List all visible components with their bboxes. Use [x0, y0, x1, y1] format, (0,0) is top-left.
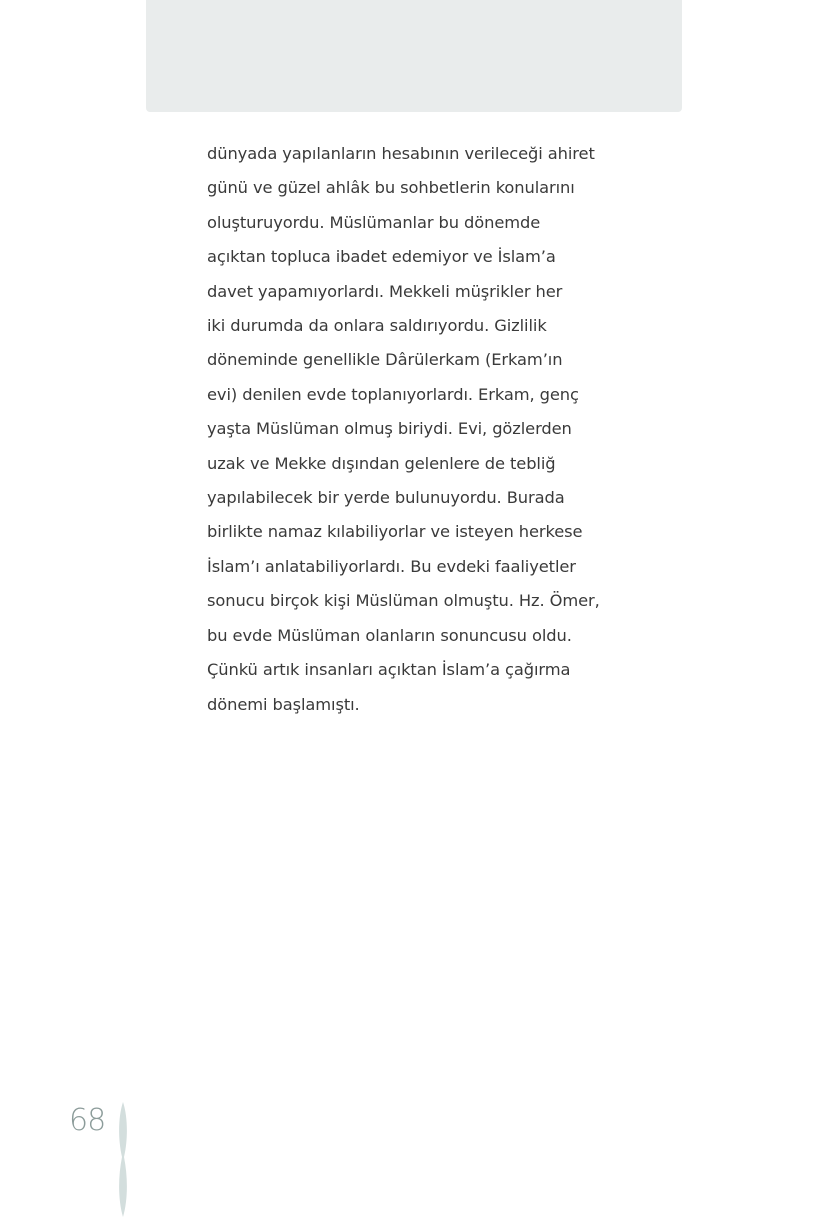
- text-line: dönemi başlamıştı.: [207, 694, 360, 714]
- text-line: oluşturuyordu. Müslümanlar bu dönemde: [207, 212, 541, 232]
- text-line: yaşta Müslüman olmuş biriydi. Evi, gözlerden: [207, 419, 572, 439]
- header-placeholder-box: [146, 0, 682, 112]
- text-line: döneminde genellikle Dârülerkam (Erkam’ın: [207, 350, 563, 370]
- text-line: evi) denilen evde toplanıyorlardı. Erkam, genç: [207, 384, 579, 404]
- text-line: Çünkü artık insanları açıktan İslam’a çağırma: [207, 660, 571, 680]
- text-line: iki durumda da onlara saldırıyordu. Gizlilik: [207, 316, 547, 336]
- text-line: İslam’ı anlatabiliyorlardı. Bu evdeki faaliyetler: [207, 556, 576, 576]
- text-line: bu evde Müslüman olanların sonuncusu oldu.: [207, 625, 572, 645]
- text-line: sonucu birçok kişi Müslüman olmuştu. Hz. Ömer,: [207, 591, 600, 611]
- text-line: yapılabilecek bir yerde bulunuyordu. Burada: [207, 488, 565, 508]
- text-line: birlikte namaz kılabiliyorlar ve isteyen herkese: [207, 522, 583, 542]
- spindle-ornament-icon: [115, 1102, 131, 1217]
- body-paragraph: [207, 137, 647, 722]
- text-line: açıktan topluca ibadet edemiyor ve İslam’a: [207, 247, 556, 267]
- text-line: uzak ve Mekke dışından gelenlere de tebliğ: [207, 453, 556, 473]
- text-line: davet yapamıyorlardı. Mekkeli müşrikler her: [207, 281, 563, 301]
- text-line: günü ve güzel ahlâk bu sohbetlerin konularını: [207, 178, 575, 198]
- text-line: dünyada yapılanların hesabının verileceği ahiret: [207, 144, 595, 163]
- page-number: 68: [69, 1103, 106, 1138]
